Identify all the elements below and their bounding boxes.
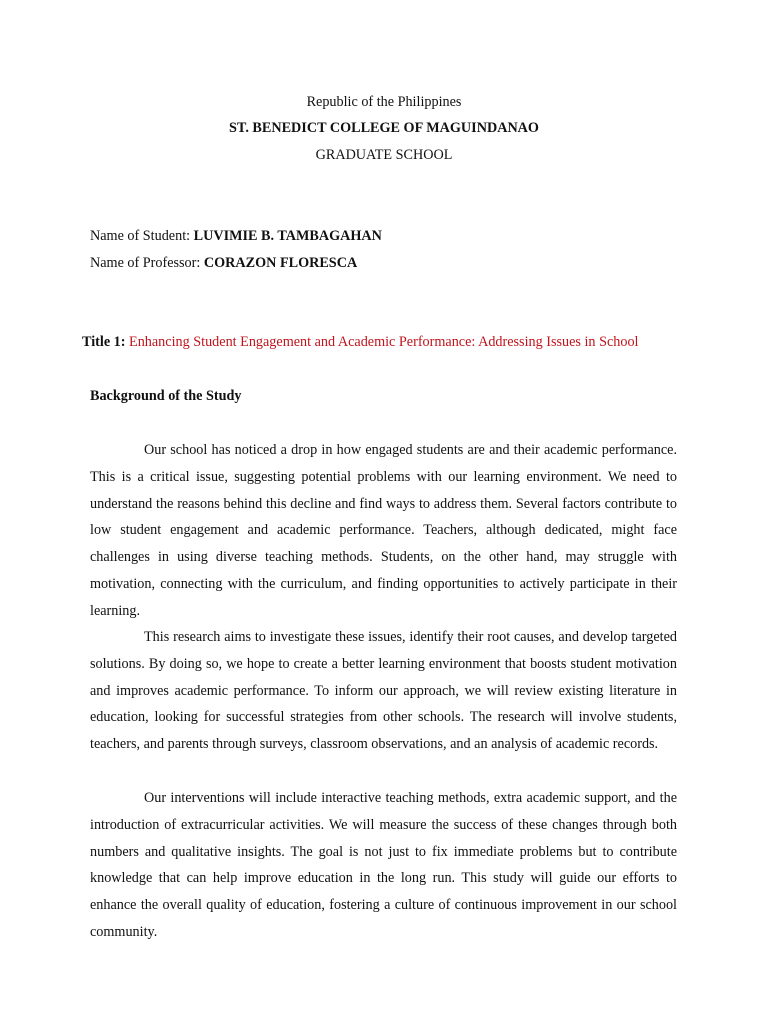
section-heading: Background of the Study <box>90 388 242 404</box>
student-label: Name of Student: <box>90 228 194 244</box>
title-line <box>82 334 638 351</box>
professor-name: CORAZON FLORESCA <box>203 255 358 271</box>
student-line <box>90 228 382 245</box>
paragraph-1: Our school has noticed a drop in how engaged students are and their academic performance. This is a critical issue, suggesting potential problems with our learning environment. We need to understand the reasons behind this decline and find ways to address them. Several factors contribute to low student engagement and academic performance. Teachers, although dedicated, might face challenges in using diverse teaching methods. Students, on the other hand, may struggle with motivation, connecting with the curriculum, and finding opportunities to actively participate in their learning. <box>90 442 677 619</box>
title-text: Enhancing Student Engagement and Academic Performance: Addressing Issues in School <box>129 334 639 350</box>
school-name: GRADUATE SCHOOL <box>315 147 453 163</box>
professor-label: Name of Professor: <box>90 255 204 271</box>
paragraph-3: Our interventions will include interactive teaching methods, extra academic support, and the introduction of extracurricular activities. We will measure the success of these changes through both numbers and qualitative insights. The goal is not just to fix immediate problems but to contribute knowledge that can help improve education in the long run. This study will guide our efforts to enhance the overall quality of education, fostering a culture of continuous improvement in our school community. <box>90 790 677 940</box>
student-name: LUVIMIE B. TAMBAGAHAN <box>193 228 382 244</box>
college-name: ST. BENEDICT COLLEGE OF MAGUINDANAO <box>229 120 539 136</box>
professor-line <box>90 255 357 272</box>
republic-line: Republic of the Philippines <box>306 94 462 110</box>
paragraph-2: This research aims to investigate these issues, identify their root causes, and develop targeted solutions. By doing so, we hope to create a better learning environment that boosts student motivation and improves academic performance. To inform our approach, we will review existing literature in education, looking for successful strategies from other schools. The research will involve students, teachers, and parents through surveys, classroom observations, and an analysis of academic records. <box>90 629 677 753</box>
title-label: Title 1: <box>82 334 130 350</box>
